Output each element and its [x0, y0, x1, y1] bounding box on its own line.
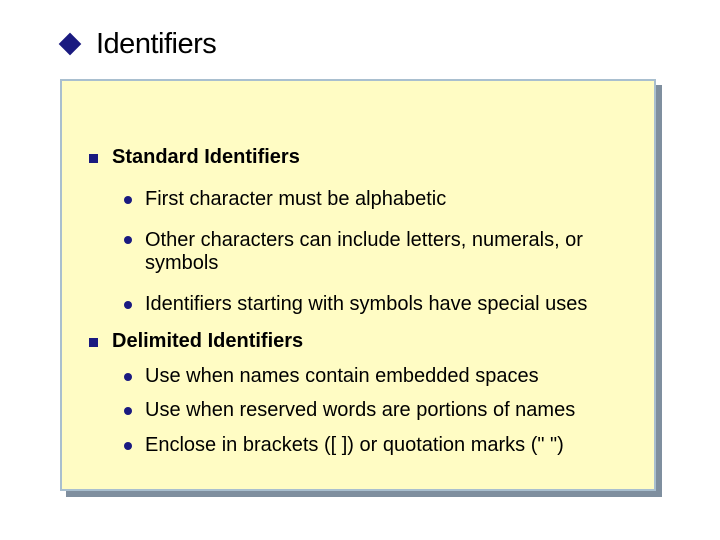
bullet-item: Enclose in brackets ([ ]) or quotation marks (" ")	[145, 434, 564, 456]
bullet-item: Identifiers starting with symbols have special uses	[145, 293, 588, 315]
section-heading-delimited: Delimited Identifiers	[112, 330, 304, 352]
bullet-item: Use when reserved words are portions of names	[145, 399, 576, 421]
round-bullet-icon	[124, 236, 132, 244]
diamond-bullet-icon	[59, 33, 82, 56]
bullet-item: Use when names contain embedded spaces	[145, 365, 539, 387]
bullet-item: First character must be alphabetic	[145, 188, 447, 210]
round-bullet-icon	[124, 407, 132, 415]
square-bullet-icon	[89, 338, 98, 347]
title-row	[56, 26, 216, 62]
round-bullet-icon	[124, 196, 132, 204]
round-bullet-icon	[124, 373, 132, 381]
round-bullet-icon	[124, 301, 132, 309]
content-panel	[60, 79, 656, 491]
square-bullet-icon	[89, 154, 98, 163]
slide-title: Identifiers	[96, 27, 217, 60]
round-bullet-icon	[124, 442, 132, 450]
section-heading-standard: Standard Identifiers	[112, 146, 300, 168]
bullet-item: Other characters can include letters, numerals, or symbols	[145, 229, 583, 274]
